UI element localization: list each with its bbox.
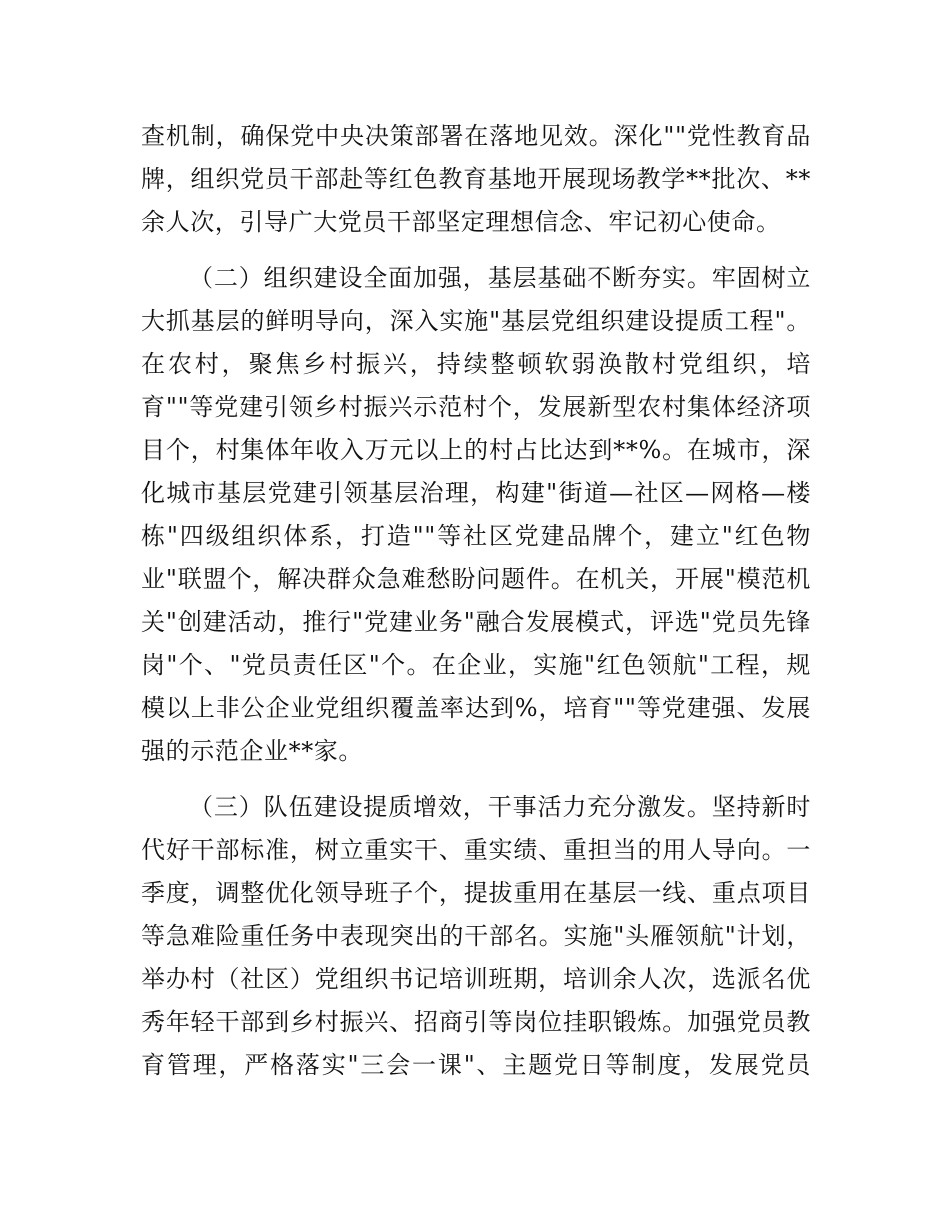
body-text-line: 余人次，引导广大党员干部坚定理想信念、牢记初心使命。 [141,208,781,236]
body-text-line: 牌，组织党员干部赴等红色教育基地开展现场教学**批次、** [141,165,811,193]
body-text-line: 查机制，确保党中央决策部署在落地见效。深化""党性教育品 [141,122,811,150]
body-text-line: 化城市基层党建引领基层治理，构建"街道—社区—网格—楼 [141,479,811,507]
body-text-line: 关"创建活动，推行"党建业务"融合发展模式，评选"党员先锋 [141,608,811,636]
body-text-line: 栋"四级组织体系，打造""等社区党建品牌个，建立"红色物 [141,522,811,550]
body-text-line: 在农村，聚焦乡村振兴，持续整顿软弱涣散村党组织，培 [141,350,811,378]
body-text-line: 等急难险重任务中表现突出的干部名。实施"头雁领航"计划， [141,922,811,950]
body-text-line: 代好干部标准，树立重实干、重实绩、重担当的用人导向。一 [141,836,811,864]
section-heading-line: （二）组织建设全面加强，基层基础不断夯实。牢固树立 [189,264,811,292]
body-text-line: 强的示范企业**家。 [141,737,363,765]
body-text-line: 育管理，严格落实"三会一课"、主题党日等制度，发展党员 [141,1051,811,1079]
body-text-line: 模以上非公企业党组织覆盖率达到%，培育""等党建强、发展 [141,694,811,722]
body-text-line: 季度，调整优化领导班子个，提拔重用在基层一线、重点项目 [141,879,811,907]
body-text-line: 目个，村集体年收入万元以上的村占比达到**%。在城市，深 [141,436,811,464]
body-text-line: 业"联盟个，解决群众急难愁盼问题件。在机关，开展"模范机 [141,565,811,593]
body-text-line: 大抓基层的鲜明导向，深入实施"基层党组织建设提质工程"。 [141,307,811,335]
body-text-line: 育""等党建引领乡村振兴示范村个，发展新型农村集体经济项 [141,393,811,421]
section-heading-line: （三）队伍建设提质增效，干事活力充分激发。坚持新时 [189,793,811,821]
body-text-line: 举办村（社区）党组织书记培训班期，培训余人次，选派名优 [141,965,811,993]
body-text-line: 岗"个、"党员责任区"个。在企业，实施"红色领航"工程，规 [141,651,811,679]
body-text-line: 秀年轻干部到乡村振兴、招商引等岗位挂职锻炼。加强党员教 [141,1008,811,1036]
